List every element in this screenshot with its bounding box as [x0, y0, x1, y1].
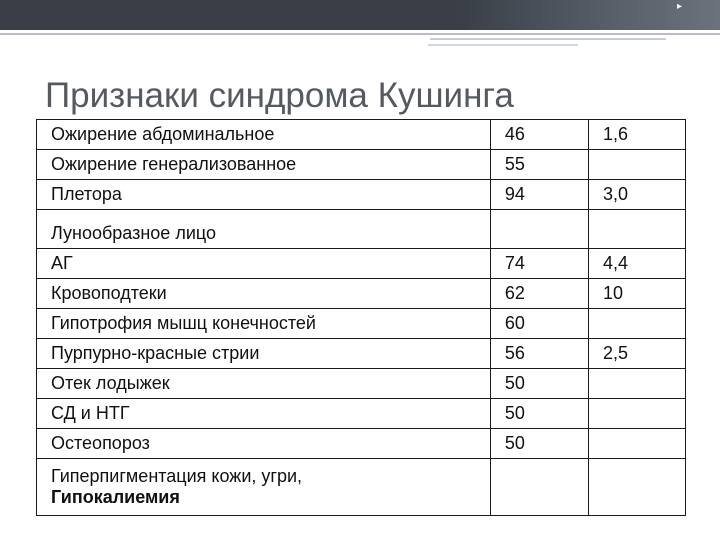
table-row [37, 180, 686, 210]
table-row [37, 459, 686, 516]
header-accent-line-short [428, 44, 578, 46]
value-ratio [588, 459, 685, 516]
triangle-right-icon: ▸ [677, 1, 683, 12]
header-accent-line [430, 38, 666, 40]
table-row [37, 120, 686, 150]
symptom-label: Лунообразное лицо [37, 210, 491, 249]
table-row [37, 339, 686, 369]
value-percent: 50 [490, 429, 588, 459]
symptom-label: СД и НТГ [37, 399, 491, 429]
table-row [37, 369, 686, 399]
header-divider [0, 33, 720, 35]
symptom-label-line1: Гиперпигментация кожи, угри, [51, 466, 303, 486]
symptom-label: Остеопороз [37, 429, 491, 459]
value-percent: 46 [490, 120, 588, 150]
value-ratio [588, 369, 685, 399]
value-percent: 56 [490, 339, 588, 369]
value-percent: 55 [490, 150, 588, 180]
slide-header-bar [0, 0, 720, 30]
table-row [37, 309, 686, 339]
table-row [37, 210, 686, 249]
table-row [37, 279, 686, 309]
table-row [37, 249, 686, 279]
symptom-label: Кровоподтеки [37, 279, 491, 309]
table-row [37, 150, 686, 180]
value-ratio: 2,5 [588, 339, 685, 369]
value-percent: 94 [490, 180, 588, 210]
slide-title: Признаки синдрома Кушинга [45, 76, 514, 115]
value-ratio: 1,6 [588, 120, 685, 150]
symptom-label: Ожирение абдоминальное [37, 120, 491, 150]
symptoms-table [36, 119, 686, 516]
table-row [37, 429, 686, 459]
symptom-label-multiline [37, 459, 491, 516]
symptom-label: АГ [37, 249, 491, 279]
value-percent: 50 [490, 399, 588, 429]
value-ratio [588, 210, 685, 249]
symptom-label: Ожирение генерализованное [37, 150, 491, 180]
table-row [37, 399, 686, 429]
value-ratio: 4,4 [588, 249, 685, 279]
symptom-label: Гипотрофия мышц конечностей [37, 309, 491, 339]
value-ratio: 3,0 [588, 180, 685, 210]
value-percent: 74 [490, 249, 588, 279]
value-ratio [588, 309, 685, 339]
symptom-label: Отек лодыжек [37, 369, 491, 399]
symptom-label-line2: Гипокалиемия [51, 487, 180, 507]
value-ratio: 10 [588, 279, 685, 309]
value-ratio [588, 429, 685, 459]
value-ratio [588, 399, 685, 429]
value-ratio [588, 150, 685, 180]
symptom-label: Пурпурно-красные стрии [37, 339, 491, 369]
value-percent: 62 [490, 279, 588, 309]
value-percent: 60 [490, 309, 588, 339]
value-percent [490, 459, 588, 516]
value-percent: 50 [490, 369, 588, 399]
value-percent [490, 210, 588, 249]
symptom-label: Плетора [37, 180, 491, 210]
